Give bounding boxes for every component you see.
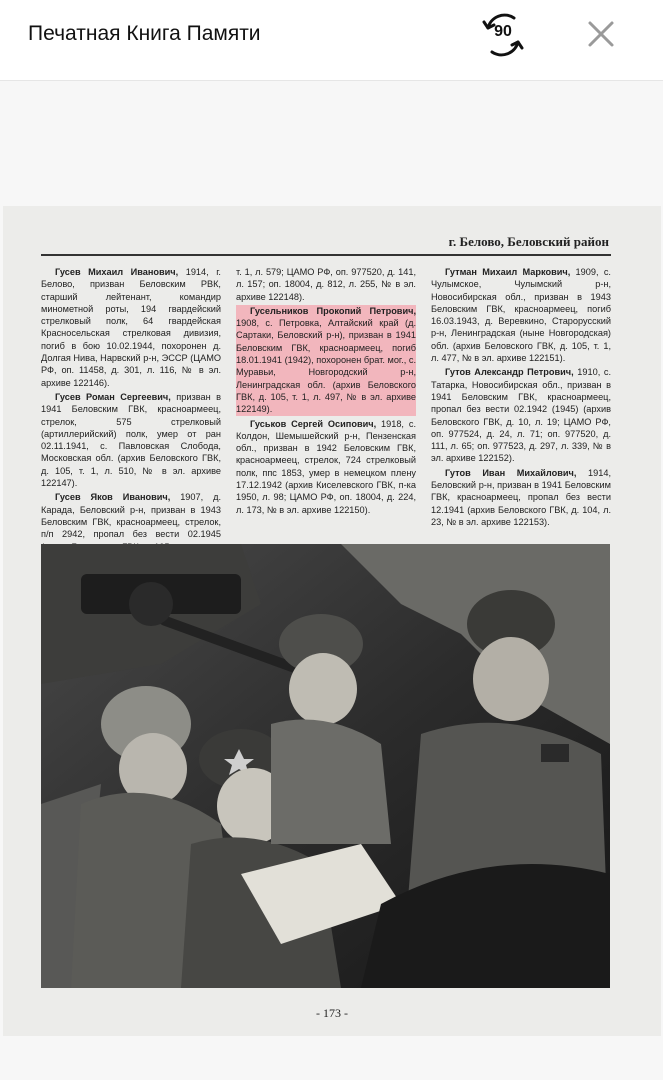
- war-photo: [41, 544, 610, 988]
- entry: [431, 467, 611, 528]
- entry-name: Гусев Яков Иванович,: [55, 492, 171, 503]
- text-column-2: [236, 266, 416, 518]
- page-title: Печатная Книга Памяти: [28, 22, 261, 45]
- entry-text: 1908, с. Петровка, Алтайский край (д. Сартаки, Беловский р-н), призван в 1941 Беловским ГВК, красноармеец, погиб 18.01.1941 (1942), похоронен брат. мог., с. Муравьи, Новгородский р-н, Ленинградская обл. (архив Беловского ГВК, д. 105, т. 1, л. 497, № в эл. архиве 122149).: [236, 318, 416, 415]
- entry: [41, 391, 221, 489]
- entry-name: Гутов Иван Михайлович,: [445, 467, 577, 478]
- entry-text: т. 1, л. 579; ЦАМО РФ, оп. 977520, д. 141, л. 157; оп. 18004, д. 812, л. 255, № в эл. архиве 122148).: [236, 267, 416, 302]
- entry-text: 1910, с. Татарка, Новосибирская обл., призван в 1941 Беловским ГВК, красноармеец, пропал без вести 02.1942 (1945) (архив Беловского ГВК, д. 10, л. 19; ЦАМО РФ, оп. 977524, д. 24, л. 71; оп. 977520, д. 111, л. 65; оп. 977523, д. 297, л. 339, № в эл. архиве 122152).: [431, 367, 611, 464]
- text-column-3: [431, 266, 611, 530]
- rotate-button[interactable]: [476, 10, 530, 60]
- entry: [236, 266, 416, 303]
- entry-name: Гутман Михаил Маркович,: [445, 267, 571, 277]
- photo-illustration: [41, 544, 610, 988]
- book-page: [3, 206, 661, 1036]
- entry-text: 1914, г. Белово, призван Беловским РВК, старший лейтенант, командир минометной роты, 194 гвардейский стрелковый полк, 64 гвардейская Красносельская стрелковая дивизия, погиб в бою 10.02.1944, похоронен д. Долгая Нива, Нарвский р-н, ЭССР (ЦАМО РФ, оп. 11458, д. 301, л. 116, № в эл. архиве 122146).: [41, 267, 221, 388]
- entry: [431, 266, 611, 364]
- entry-name: Гутов Александр Петрович,: [445, 367, 574, 378]
- close-icon: [584, 17, 618, 51]
- entry: [431, 366, 611, 464]
- entry-name: Гусев Михаил Иванович,: [55, 267, 179, 277]
- entry-name: Гуськов Сергей Осипович,: [250, 418, 377, 429]
- entry-text: 1909, с. Чулымское, Чулымский р-н, Новосибирская обл., призван в 1943 Беловским ГВК, красноармеец, погиб 16.03.1943, д. Веревкино, Старорусский р-н, Ленинградская (ныне Новгородская) обл. (архив Беловского ГВК, д. 105, т. 1, л. 477, № в эл. архиве 122151).: [431, 267, 611, 364]
- entry-text: 1914, Беловский р-н, призван в 1941 Беловским ГВК, красноармеец, пропал без вести 12.1941 (архив Беловского ГВК, д. 104, л. 23, № в эл. архиве 122153).: [431, 467, 612, 527]
- entry-text: призван в 1941 Беловским ГВК, красноармеец, стрелок, 575 стрелковый (артиллерийский) полк, умер от ран 02.11.1941, с. Павловская Слобода, Московская обл. (архив Беловского ГВК, д. 105, т. 1, л. 510, № в эл. архиве 122147).: [41, 391, 221, 489]
- page-number: - 173 -: [316, 1006, 348, 1020]
- entry-text: 1918, с. Колдон, Шемышейский р-н, Пензенская обл., призван в 1942 Беловским ГВК, красноармеец, стрелок, 724 стрелковый полк, ппс 1853, умер в немецком плену 17.12.1942 (архив Киселевского ГВК, п-ка 1950, л. 98; ЦАМО РФ, оп. 18004, д. 224, л. 173, № в эл. архиве 122150).: [236, 418, 416, 515]
- header-rule: [41, 254, 611, 256]
- entry: [236, 418, 416, 516]
- app-header: [0, 0, 663, 81]
- entry-name: Гусев Роман Сергеевич,: [55, 391, 171, 402]
- entry-highlighted: [236, 305, 416, 416]
- text-column-1: [41, 266, 221, 555]
- entry: [41, 266, 221, 389]
- entry-text: 1907, д. Карада, Беловский р-н, призван в 1943 Беловским ГВК, красноармеец, стрелок, п/п 2942, пропал без вести 02.1945: [41, 492, 221, 540]
- entry-name: Гусельников Прокопий Петрович,: [250, 305, 416, 316]
- page-header: г. Белово, Беловский район: [448, 234, 609, 249]
- rotate-label: 90: [494, 23, 512, 40]
- close-button[interactable]: [584, 17, 618, 51]
- document-viewer[interactable]: [0, 81, 663, 1080]
